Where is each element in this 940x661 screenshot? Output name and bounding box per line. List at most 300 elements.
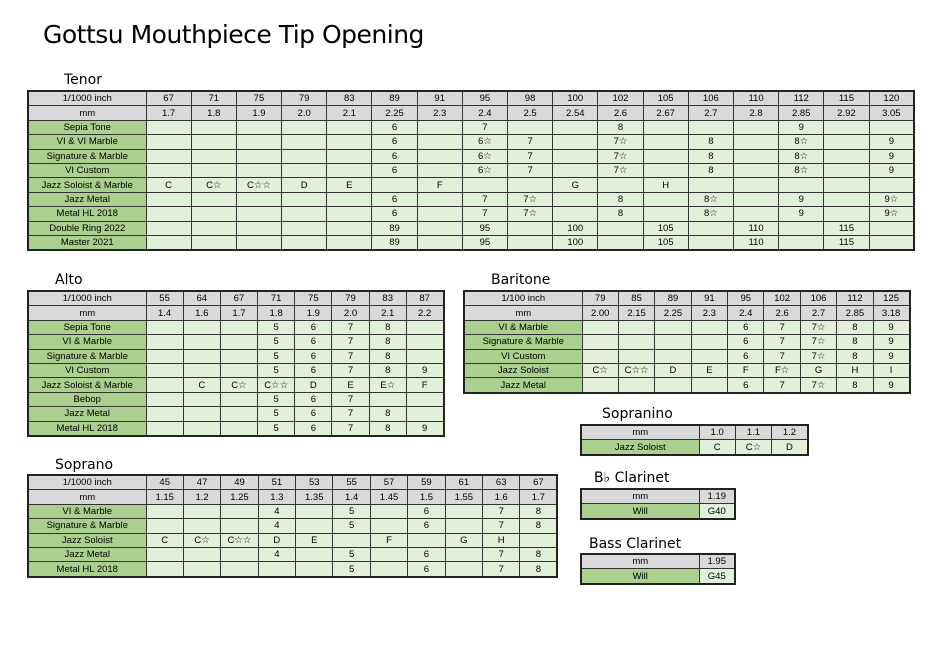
value-cell <box>733 178 778 192</box>
value-cell <box>643 135 688 149</box>
value-cell <box>643 207 688 221</box>
value-cell: 2.3 <box>691 306 727 320</box>
table-row <box>28 135 914 149</box>
value-cell: F <box>728 363 764 377</box>
row-label-cell: Jazz Metal <box>28 547 146 561</box>
value-cell: 8 <box>369 363 406 377</box>
value-cell <box>688 178 733 192</box>
table-row <box>464 378 910 393</box>
value-cell <box>146 562 183 577</box>
table-row <box>28 235 914 250</box>
value-cell: 6 <box>295 363 332 377</box>
value-cell <box>220 363 257 377</box>
alto-label: Alto <box>55 272 83 288</box>
row-label-cell: Jazz Soloist <box>581 440 699 455</box>
value-cell: 8 <box>688 135 733 149</box>
value-cell: 79 <box>332 291 369 306</box>
table-row <box>28 519 557 533</box>
value-cell: 1.25 <box>221 490 258 504</box>
table-row <box>28 178 914 192</box>
value-cell: 61 <box>445 475 482 490</box>
value-cell: 2.6 <box>598 106 643 120</box>
value-cell <box>191 207 236 221</box>
value-cell: 7 <box>462 192 507 206</box>
row-label-cell: Double Ring 2022 <box>28 221 146 235</box>
value-cell: 8 <box>837 378 873 393</box>
value-cell: 9 <box>869 163 914 177</box>
row-label-cell: mm <box>581 554 699 569</box>
value-cell <box>220 349 257 363</box>
value-cell: G <box>553 178 598 192</box>
value-cell: 1.2 <box>183 490 220 504</box>
value-cell: 2.67 <box>643 106 688 120</box>
value-cell: 2.85 <box>779 106 824 120</box>
value-cell: 55 <box>333 475 370 490</box>
value-cell <box>445 519 482 533</box>
value-cell: 110 <box>733 235 778 250</box>
value-cell <box>282 135 327 149</box>
table-row <box>28 421 444 436</box>
soprano-label: Soprano <box>55 457 114 473</box>
value-cell: 6 <box>295 320 332 334</box>
row-label-cell: Jazz Metal <box>28 192 146 206</box>
value-cell: D <box>258 533 295 547</box>
row-label-cell: VI Custom <box>28 163 146 177</box>
value-cell: 6☆ <box>462 149 507 163</box>
value-cell: 115 <box>824 91 869 106</box>
value-cell: 1.3 <box>258 490 295 504</box>
value-cell <box>220 407 257 421</box>
value-cell: 100 <box>553 235 598 250</box>
table-row <box>28 504 557 518</box>
value-cell: 8☆ <box>779 135 824 149</box>
value-cell: 63 <box>483 475 520 490</box>
value-cell: 6 <box>295 392 332 406</box>
value-cell: 2.4 <box>462 106 507 120</box>
value-cell <box>598 221 643 235</box>
value-cell <box>327 149 372 163</box>
value-cell: 7 <box>483 504 520 518</box>
bb-clarinet-table <box>580 488 736 520</box>
table-row <box>464 363 910 377</box>
value-cell <box>183 320 220 334</box>
value-cell: C☆ <box>735 440 771 455</box>
value-cell: 6 <box>295 335 332 349</box>
value-cell <box>643 192 688 206</box>
value-cell <box>406 392 443 406</box>
value-cell: 7 <box>483 547 520 561</box>
value-cell: 105 <box>643 235 688 250</box>
value-cell: 2.1 <box>369 306 406 320</box>
value-cell <box>598 178 643 192</box>
value-cell: 2.0 <box>332 306 369 320</box>
value-cell: 1.55 <box>445 490 482 504</box>
value-cell <box>824 135 869 149</box>
value-cell <box>146 421 183 436</box>
value-cell: 5 <box>258 407 295 421</box>
header-row <box>464 306 910 320</box>
value-cell: 102 <box>764 291 800 306</box>
value-cell: D <box>282 178 327 192</box>
table-row <box>28 192 914 206</box>
value-cell <box>445 562 482 577</box>
value-cell: E <box>327 178 372 192</box>
value-cell <box>146 135 191 149</box>
value-cell: 112 <box>779 91 824 106</box>
value-cell: 5 <box>333 504 370 518</box>
value-cell: 2.3 <box>417 106 462 120</box>
bb-clarinet-label: B♭ Clarinet <box>594 470 670 486</box>
value-cell: 115 <box>824 221 869 235</box>
value-cell: 7☆ <box>800 320 836 334</box>
value-cell <box>236 135 281 149</box>
value-cell: 55 <box>146 291 183 306</box>
value-cell: 95 <box>462 91 507 106</box>
value-cell: 8 <box>598 120 643 134</box>
value-cell: H <box>837 363 873 377</box>
value-cell <box>221 547 258 561</box>
value-cell: 106 <box>688 91 733 106</box>
value-cell: 9 <box>779 207 824 221</box>
value-cell <box>688 235 733 250</box>
value-cell <box>296 504 333 518</box>
value-cell <box>183 504 220 518</box>
value-cell <box>417 235 462 250</box>
value-cell: 6 <box>372 163 417 177</box>
value-cell <box>733 120 778 134</box>
value-cell: 8 <box>369 335 406 349</box>
value-cell <box>520 533 557 547</box>
value-cell: 2.6 <box>764 306 800 320</box>
value-cell <box>282 221 327 235</box>
value-cell <box>553 149 598 163</box>
value-cell: 4 <box>258 547 295 561</box>
tenor-label: Tenor <box>64 72 102 88</box>
row-label-cell: 1/1000 inch <box>28 291 146 306</box>
row-label-cell: mm <box>28 306 146 320</box>
value-cell <box>327 120 372 134</box>
table-row <box>28 120 914 134</box>
row-label-cell: Metal HL 2018 <box>28 207 146 221</box>
table-row <box>464 335 910 349</box>
value-cell: 7☆ <box>598 149 643 163</box>
value-cell <box>191 163 236 177</box>
value-cell: 47 <box>183 475 220 490</box>
value-cell <box>655 320 691 334</box>
value-cell <box>191 120 236 134</box>
value-cell <box>779 178 824 192</box>
value-cell <box>691 349 727 363</box>
header-row <box>581 489 735 504</box>
value-cell: E <box>296 533 333 547</box>
value-cell: C☆ <box>220 378 257 392</box>
value-cell <box>183 421 220 436</box>
value-cell <box>146 504 183 518</box>
value-cell <box>655 335 691 349</box>
value-cell: 49 <box>221 475 258 490</box>
value-cell: 9 <box>406 363 443 377</box>
table-row <box>581 569 735 584</box>
value-cell: 8 <box>837 320 873 334</box>
value-cell <box>146 349 183 363</box>
value-cell <box>191 135 236 149</box>
bass-clarinet-table <box>580 553 736 585</box>
value-cell <box>408 533 445 547</box>
value-cell: 8 <box>520 547 557 561</box>
value-cell <box>406 335 443 349</box>
header-row <box>28 306 444 320</box>
value-cell: 106 <box>800 291 836 306</box>
value-cell: 5 <box>258 421 295 436</box>
value-cell: G <box>445 533 482 547</box>
value-cell: 67 <box>520 475 557 490</box>
value-cell: 98 <box>508 91 553 106</box>
value-cell: 2.0 <box>282 106 327 120</box>
value-cell <box>462 178 507 192</box>
value-cell: G40 <box>699 504 735 519</box>
value-cell: 9 <box>779 120 824 134</box>
value-cell <box>236 221 281 235</box>
value-cell: 5 <box>258 320 295 334</box>
value-cell: 57 <box>370 475 407 490</box>
value-cell: 85 <box>618 291 654 306</box>
value-cell: 9 <box>873 349 909 363</box>
value-cell <box>236 235 281 250</box>
value-cell <box>733 192 778 206</box>
value-cell: 2.8 <box>733 106 778 120</box>
value-cell: 5 <box>258 392 295 406</box>
value-cell: 7 <box>483 562 520 577</box>
value-cell <box>618 335 654 349</box>
value-cell: 45 <box>146 475 183 490</box>
row-label-cell: mm <box>581 489 699 504</box>
value-cell <box>445 547 482 561</box>
header-row <box>464 291 910 306</box>
baritone-label: Baritone <box>491 272 551 288</box>
value-cell: C☆☆ <box>618 363 654 377</box>
value-cell: 7 <box>764 378 800 393</box>
value-cell: 89 <box>372 235 417 250</box>
value-cell <box>146 192 191 206</box>
row-label-cell: mm <box>28 490 146 504</box>
value-cell: C <box>183 378 220 392</box>
value-cell: 8 <box>837 335 873 349</box>
value-cell: 5 <box>333 562 370 577</box>
value-cell <box>824 149 869 163</box>
table-row <box>28 149 914 163</box>
value-cell: 1.4 <box>333 490 370 504</box>
value-cell: C☆ <box>582 363 618 377</box>
value-cell <box>236 207 281 221</box>
row-label-cell: Will <box>581 569 699 584</box>
value-cell <box>553 135 598 149</box>
row-label-cell: VI & Marble <box>28 335 146 349</box>
value-cell <box>296 562 333 577</box>
value-cell <box>282 235 327 250</box>
value-cell <box>779 221 824 235</box>
value-cell: 71 <box>258 291 295 306</box>
value-cell <box>258 562 295 577</box>
value-cell <box>618 349 654 363</box>
value-cell: 2.25 <box>655 306 691 320</box>
value-cell: 6 <box>408 519 445 533</box>
value-cell: 1.2 <box>772 425 808 440</box>
row-label-cell: mm <box>464 306 582 320</box>
value-cell <box>191 221 236 235</box>
value-cell: 4 <box>258 504 295 518</box>
value-cell: 7 <box>508 135 553 149</box>
row-label-cell: mm <box>581 425 699 440</box>
value-cell: 112 <box>837 291 873 306</box>
row-label-cell: Jazz Soloist <box>28 533 146 547</box>
value-cell: 7 <box>764 320 800 334</box>
value-cell <box>236 120 281 134</box>
value-cell: 79 <box>282 91 327 106</box>
value-cell <box>369 392 406 406</box>
value-cell: 8☆ <box>779 149 824 163</box>
tenor-table <box>27 90 915 251</box>
value-cell: 1.19 <box>699 489 735 504</box>
value-cell: 1.6 <box>183 306 220 320</box>
value-cell <box>508 120 553 134</box>
value-cell <box>655 349 691 363</box>
table-row <box>28 407 444 421</box>
value-cell <box>417 149 462 163</box>
value-cell <box>691 378 727 393</box>
value-cell: E☆ <box>369 378 406 392</box>
value-cell <box>618 320 654 334</box>
value-cell: E <box>691 363 727 377</box>
value-cell: 1.9 <box>295 306 332 320</box>
header-row <box>28 91 914 106</box>
value-cell: 7 <box>764 349 800 363</box>
value-cell: 1.4 <box>146 306 183 320</box>
value-cell <box>146 335 183 349</box>
value-cell <box>183 335 220 349</box>
value-cell <box>282 120 327 134</box>
value-cell: F <box>406 378 443 392</box>
value-cell <box>582 335 618 349</box>
value-cell: 6 <box>408 562 445 577</box>
value-cell: 79 <box>582 291 618 306</box>
value-cell <box>733 135 778 149</box>
value-cell <box>183 562 220 577</box>
value-cell <box>327 207 372 221</box>
value-cell: 67 <box>146 91 191 106</box>
value-cell <box>406 320 443 334</box>
value-cell <box>183 363 220 377</box>
row-label-cell: Jazz Soloist & Marble <box>28 378 146 392</box>
value-cell <box>327 235 372 250</box>
value-cell: 7 <box>332 392 369 406</box>
row-label-cell: Jazz Metal <box>464 378 582 393</box>
value-cell: 1.5 <box>408 490 445 504</box>
value-cell <box>643 120 688 134</box>
value-cell <box>183 547 220 561</box>
value-cell <box>733 149 778 163</box>
value-cell: I <box>873 363 909 377</box>
row-label-cell: Signature & Marble <box>28 349 146 363</box>
value-cell <box>417 221 462 235</box>
value-cell: F <box>417 178 462 192</box>
value-cell <box>221 504 258 518</box>
value-cell: 1.95 <box>699 554 735 569</box>
value-cell <box>406 407 443 421</box>
value-cell <box>733 207 778 221</box>
baritone-table <box>463 290 911 394</box>
row-label-cell: mm <box>28 106 146 120</box>
value-cell: G <box>800 363 836 377</box>
value-cell: 8 <box>520 562 557 577</box>
value-cell: 9 <box>869 135 914 149</box>
page-title: Gottsu Mouthpiece Tip Opening <box>43 20 424 49</box>
value-cell <box>146 392 183 406</box>
value-cell: F <box>370 533 407 547</box>
value-cell: 7☆ <box>508 192 553 206</box>
value-cell <box>296 547 333 561</box>
value-cell: C☆ <box>183 533 220 547</box>
row-label-cell: Signature & Marble <box>28 149 146 163</box>
value-cell: H <box>643 178 688 192</box>
value-cell: 75 <box>236 91 281 106</box>
value-cell <box>417 135 462 149</box>
value-cell: 6 <box>728 320 764 334</box>
soprano-table <box>27 474 558 578</box>
value-cell <box>691 320 727 334</box>
value-cell <box>146 235 191 250</box>
value-cell: 95 <box>462 221 507 235</box>
value-cell <box>370 547 407 561</box>
value-cell: 71 <box>191 91 236 106</box>
value-cell <box>643 149 688 163</box>
value-cell <box>553 192 598 206</box>
value-cell: 3.05 <box>869 106 914 120</box>
value-cell: 64 <box>183 291 220 306</box>
value-cell: C☆☆ <box>258 378 295 392</box>
table-row <box>28 378 444 392</box>
value-cell: 53 <box>296 475 333 490</box>
value-cell: 7 <box>332 363 369 377</box>
value-cell: 8 <box>598 207 643 221</box>
value-cell: 89 <box>372 91 417 106</box>
value-cell <box>824 192 869 206</box>
value-cell <box>824 178 869 192</box>
value-cell: 2.92 <box>824 106 869 120</box>
value-cell: 1.8 <box>258 306 295 320</box>
row-label-cell: VI Custom <box>464 349 582 363</box>
value-cell <box>553 207 598 221</box>
value-cell: 7☆ <box>508 207 553 221</box>
value-cell: 6☆ <box>462 163 507 177</box>
value-cell <box>296 519 333 533</box>
header-row <box>28 490 557 504</box>
value-cell: 95 <box>462 235 507 250</box>
value-cell <box>220 320 257 334</box>
value-cell <box>582 378 618 393</box>
value-cell: 7 <box>332 335 369 349</box>
value-cell: 6 <box>295 407 332 421</box>
value-cell: 105 <box>643 91 688 106</box>
value-cell: 91 <box>417 91 462 106</box>
value-cell <box>643 163 688 177</box>
table-row <box>28 533 557 547</box>
value-cell <box>508 235 553 250</box>
header-row <box>28 106 914 120</box>
value-cell: 8 <box>369 349 406 363</box>
value-cell: 2.5 <box>508 106 553 120</box>
value-cell <box>582 349 618 363</box>
row-label-cell: Bebop <box>28 392 146 406</box>
